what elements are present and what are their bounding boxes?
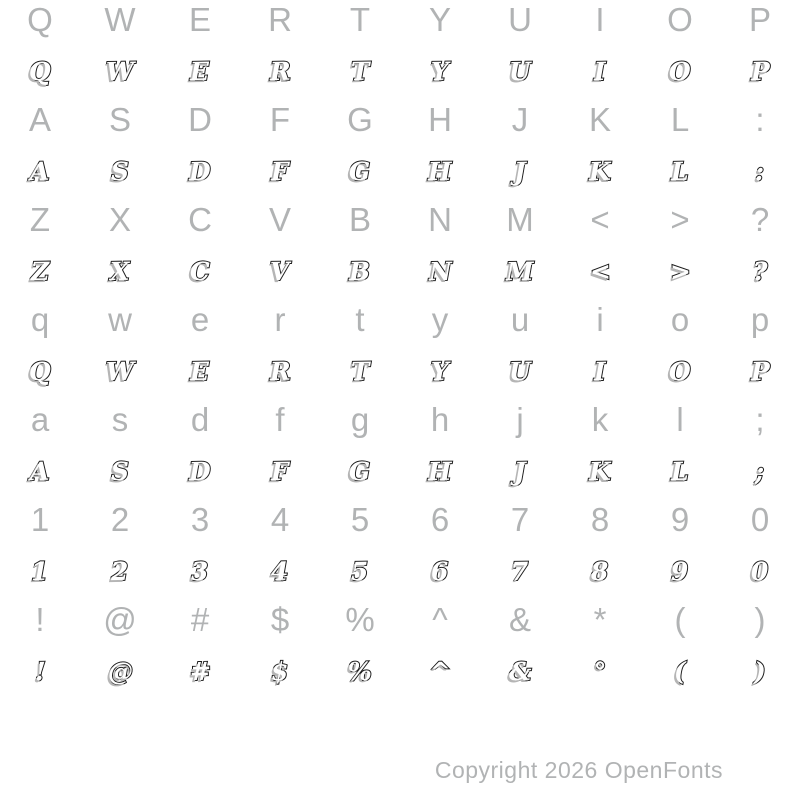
char-cell-fancy: N xyxy=(428,256,452,286)
char-cell-plain: D xyxy=(188,100,212,138)
char-cell-plain: * xyxy=(593,600,607,638)
char-cell-fancy: : xyxy=(755,156,765,186)
char-cell-fancy: P xyxy=(750,56,770,86)
char-cell-plain: w xyxy=(108,300,132,338)
char-cell-fancy: T xyxy=(350,56,370,86)
char-cell-fancy: 8 xyxy=(591,556,609,586)
char-cell-fancy: X xyxy=(110,256,130,286)
char-cell-plain: L xyxy=(670,100,690,138)
char-cell-fancy: 7 xyxy=(511,556,529,586)
char-cell-plain: B xyxy=(348,200,371,238)
char-cell-plain: $ xyxy=(270,600,290,638)
char-cell-fancy: M xyxy=(505,256,535,286)
char-cell-plain: ! xyxy=(35,600,45,638)
char-cell-fancy: Q xyxy=(28,56,52,86)
char-cell-plain: 5 xyxy=(350,500,370,538)
char-cell-fancy: E xyxy=(190,56,210,86)
char-cell-plain: 1 xyxy=(30,500,50,538)
copyright-text: Copyright 2026 OpenFonts xyxy=(434,757,723,783)
char-cell-plain: A xyxy=(28,100,51,138)
char-cell-plain: Y xyxy=(428,0,451,38)
char-cell-fancy: U xyxy=(508,56,532,86)
char-cell-plain: R xyxy=(268,0,292,38)
char-cell-plain: 7 xyxy=(510,500,530,538)
char-cell-fancy: @ xyxy=(107,656,133,686)
char-cell-fancy: ( xyxy=(673,656,687,686)
char-cell-plain: ) xyxy=(754,600,766,638)
char-cell-plain: a xyxy=(30,400,50,438)
char-cell-plain: u xyxy=(510,300,530,338)
char-cell-plain: @ xyxy=(103,600,137,638)
char-cell-plain: M xyxy=(506,200,534,238)
char-cell-plain: 0 xyxy=(750,500,770,538)
char-cell-fancy: $ xyxy=(271,656,289,686)
char-row-fancy-9 xyxy=(0,450,800,500)
char-cell-plain: : xyxy=(755,100,765,138)
char-cell-fancy: I xyxy=(593,356,607,386)
char-cell-fancy: < xyxy=(589,256,611,286)
char-row-fancy-3 xyxy=(0,150,800,200)
char-cell-plain: l xyxy=(676,400,684,438)
char-cell-plain: h xyxy=(430,400,450,438)
char-cell-plain: Q xyxy=(27,0,53,38)
char-cell-plain: d xyxy=(190,400,210,438)
char-cell-plain: E xyxy=(188,0,211,38)
char-cell-plain: K xyxy=(588,100,611,138)
char-cell-plain: 4 xyxy=(270,500,290,538)
char-cell-plain: % xyxy=(345,600,375,638)
char-cell-plain: j xyxy=(516,400,524,438)
char-cell-plain: J xyxy=(511,100,529,138)
char-cell-plain: i xyxy=(596,300,604,338)
char-cell-fancy: ^ xyxy=(429,656,451,686)
char-cell-fancy: K xyxy=(588,456,612,486)
char-cell-fancy: 5 xyxy=(351,556,369,586)
char-cell-plain: ? xyxy=(750,200,770,238)
char-cell-fancy: F xyxy=(270,156,290,186)
char-cell-plain: O xyxy=(667,0,693,38)
char-cell-plain: f xyxy=(275,400,285,438)
char-row-plain-4 xyxy=(0,200,800,250)
char-cell-fancy: B xyxy=(349,256,371,286)
char-cell-fancy: H xyxy=(427,156,453,186)
char-cell-fancy: I xyxy=(593,56,607,86)
char-cell-plain: 9 xyxy=(670,500,690,538)
char-cell-fancy: D xyxy=(188,456,212,486)
char-cell-plain: S xyxy=(108,100,131,138)
char-row-fancy-11 xyxy=(0,550,800,600)
char-cell-fancy: ? xyxy=(752,256,768,286)
char-cell-plain: o xyxy=(670,300,690,338)
char-cell-plain: y xyxy=(431,300,449,338)
char-cell-fancy: S xyxy=(110,156,130,186)
char-cell-fancy: L xyxy=(670,156,690,186)
char-cell-plain: W xyxy=(104,0,136,38)
char-cell-plain: ^ xyxy=(432,600,448,638)
char-cell-fancy: R xyxy=(269,356,291,386)
char-cell-plain: g xyxy=(350,400,370,438)
char-cell-plain: k xyxy=(591,400,609,438)
char-cell-fancy: R xyxy=(269,56,291,86)
char-cell-fancy: 1 xyxy=(31,556,49,586)
char-cell-fancy: S xyxy=(110,456,130,486)
char-cell-fancy: W xyxy=(105,356,135,386)
char-cell-fancy: Y xyxy=(430,56,450,86)
char-cell-plain: > xyxy=(670,200,690,238)
char-cell-fancy: ° xyxy=(593,656,607,686)
char-cell-fancy: Z xyxy=(30,256,50,286)
char-cell-fancy: G xyxy=(349,456,371,486)
char-cell-fancy: % xyxy=(347,656,373,686)
char-cell-fancy: H xyxy=(427,456,453,486)
char-cell-fancy: 9 xyxy=(671,556,689,586)
char-row-plain-2 xyxy=(0,100,800,150)
char-cell-fancy: 2 xyxy=(111,556,129,586)
char-cell-plain: s xyxy=(111,400,129,438)
char-cell-fancy: > xyxy=(669,256,691,286)
char-cell-fancy: ) xyxy=(753,656,767,686)
char-cell-fancy: Y xyxy=(430,356,450,386)
char-cell-plain: F xyxy=(269,100,291,138)
char-cell-plain: p xyxy=(750,300,770,338)
char-cell-fancy: A xyxy=(30,456,50,486)
char-cell-plain: < xyxy=(590,200,610,238)
char-cell-fancy: O xyxy=(668,56,692,86)
char-cell-plain: ( xyxy=(674,600,686,638)
char-cell-fancy: D xyxy=(188,156,212,186)
char-row-fancy-1 xyxy=(0,50,800,100)
char-cell-fancy: # xyxy=(189,656,211,686)
char-cell-plain: V xyxy=(268,200,291,238)
char-cell-fancy: E xyxy=(190,356,210,386)
char-cell-plain: C xyxy=(188,200,212,238)
char-cell-plain: 8 xyxy=(590,500,610,538)
char-cell-plain: & xyxy=(508,600,531,638)
char-cell-plain: H xyxy=(428,100,452,138)
char-cell-plain: ; xyxy=(755,400,765,438)
char-cell-fancy: W xyxy=(105,56,135,86)
char-cell-plain: N xyxy=(428,200,452,238)
char-cell-fancy: F xyxy=(270,456,290,486)
char-cell-fancy: T xyxy=(350,356,370,386)
char-cell-plain: U xyxy=(508,0,532,38)
char-cell-fancy: J xyxy=(513,156,527,186)
char-cell-plain: t xyxy=(355,300,365,338)
char-cell-plain: 6 xyxy=(430,500,450,538)
char-cell-plain: 2 xyxy=(110,500,130,538)
char-row-fancy-13 xyxy=(0,650,800,700)
char-cell-plain: e xyxy=(190,300,210,338)
char-cell-plain: q xyxy=(30,300,50,338)
char-cell-fancy: 6 xyxy=(431,556,449,586)
char-cell-fancy: 3 xyxy=(191,556,209,586)
char-cell-plain: G xyxy=(347,100,373,138)
char-cell-plain: Z xyxy=(29,200,51,238)
char-cell-plain: I xyxy=(595,0,605,38)
char-cell-fancy: 0 xyxy=(751,556,769,586)
char-row-plain-8 xyxy=(0,400,800,450)
char-cell-fancy: & xyxy=(508,656,532,686)
char-row-fancy-7 xyxy=(0,350,800,400)
char-cell-plain: # xyxy=(190,600,210,638)
char-cell-fancy: O xyxy=(668,356,692,386)
char-row-plain-10 xyxy=(0,500,800,550)
char-cell-plain: T xyxy=(349,0,371,38)
char-cell-fancy: U xyxy=(508,356,532,386)
char-cell-fancy: A xyxy=(30,156,50,186)
char-row-plain-6 xyxy=(0,300,800,350)
char-cell-fancy: ; xyxy=(755,456,765,486)
char-cell-fancy: Q xyxy=(28,356,52,386)
char-cell-fancy: C xyxy=(189,256,211,286)
char-cell-fancy: K xyxy=(588,156,612,186)
char-cell-fancy: P xyxy=(750,356,770,386)
char-cell-plain: r xyxy=(274,300,286,338)
char-cell-fancy: L xyxy=(670,456,690,486)
char-cell-fancy: J xyxy=(513,456,527,486)
char-cell-fancy: ! xyxy=(34,656,46,686)
char-cell-plain: P xyxy=(748,0,771,38)
char-cell-fancy: V xyxy=(270,256,290,286)
char-cell-fancy: 4 xyxy=(271,556,289,586)
char-row-fancy-5 xyxy=(0,250,800,300)
char-cell-plain: X xyxy=(108,200,131,238)
char-cell-fancy: G xyxy=(349,156,371,186)
char-row-plain-12 xyxy=(0,600,800,650)
char-row-plain-0 xyxy=(0,0,800,50)
char-cell-plain: 3 xyxy=(190,500,210,538)
